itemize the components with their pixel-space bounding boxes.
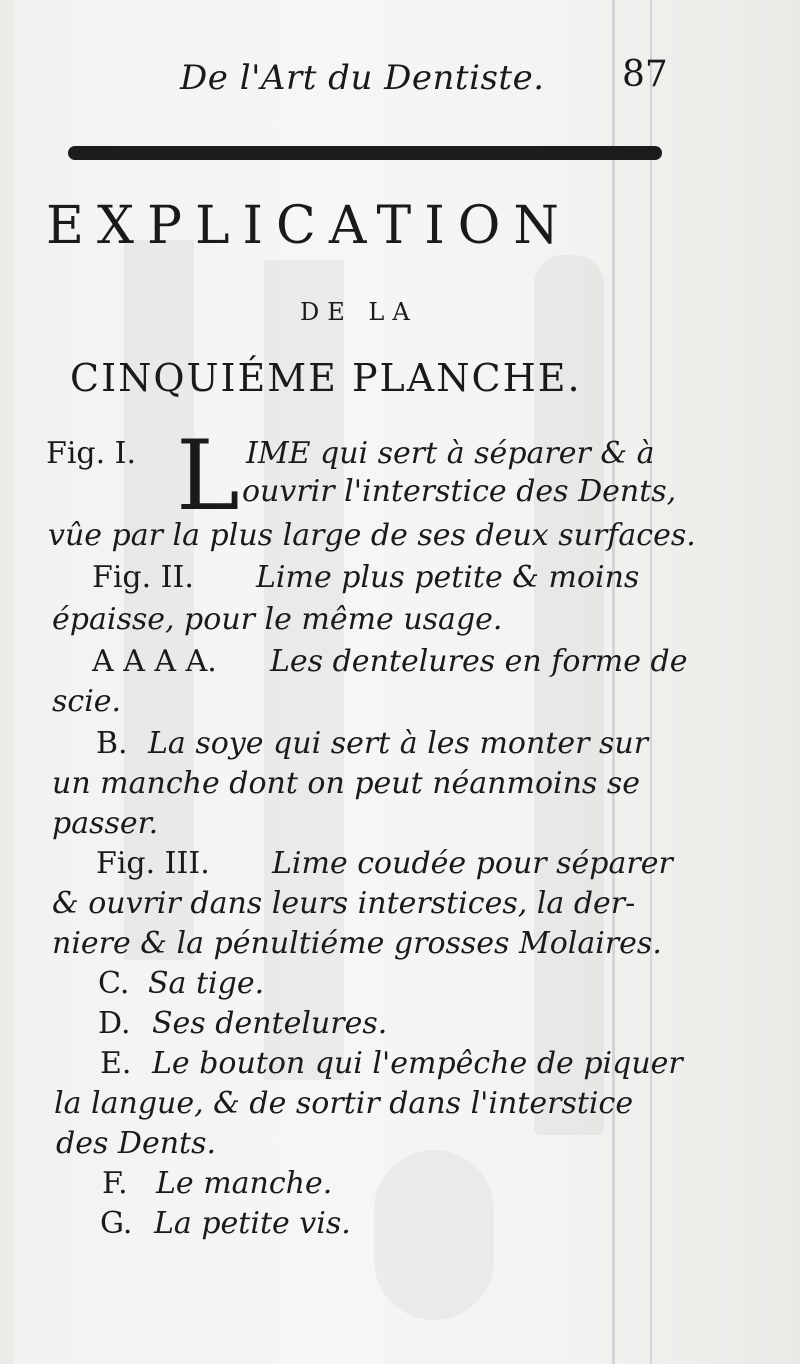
running-header	[180, 54, 680, 108]
fig2-label: Fig. II.	[92, 560, 194, 595]
heading-sub: DE LA	[300, 298, 418, 326]
e-line1: Le bouton qui l'empêche de piquer	[152, 1046, 683, 1081]
fig3-line1: Lime coudée pour séparer	[272, 846, 673, 881]
aaaa-label: A A A A.	[92, 644, 217, 679]
fig1-line3: vûe par la plus large de ses deux surfaces.	[48, 518, 696, 553]
page-number: 87	[622, 54, 668, 95]
heading-rule	[68, 146, 662, 160]
d-label: D.	[98, 1006, 131, 1041]
fig1-label: Fig. I.	[46, 436, 137, 471]
fig2-line2: épaisse, pour le même usage.	[52, 602, 503, 637]
g-text: La petite vis.	[154, 1206, 351, 1241]
b-line1: La soye qui sert à les monter sur	[148, 726, 649, 761]
b-label: B.	[96, 726, 128, 761]
show-through-shadow	[374, 1150, 494, 1320]
c-label: C.	[98, 966, 130, 1001]
fig1-line1: IME qui sert à séparer & à	[246, 436, 655, 471]
heading-plate: CINQUIÉME PLANCHE.	[70, 356, 582, 400]
fig3-line3: niere & la pénultiéme grosses Molaires.	[52, 926, 662, 961]
g-label: G.	[100, 1206, 133, 1241]
heading-main: EXPLICATION	[46, 196, 572, 256]
fig1-line2: ouvrir l'interstice des Dents,	[242, 474, 677, 509]
d-text: Ses dentelures.	[152, 1006, 388, 1041]
c-text: Sa tige.	[148, 966, 265, 1001]
fig3-line2: & ouvrir dans leurs interstices, la der-	[52, 886, 636, 921]
e-line2: la langue, & de sortir dans l'interstice	[54, 1086, 634, 1121]
aaaa-line1: Les dentelures en forme de	[270, 644, 688, 679]
fig2-line1: Lime plus petite & moins	[256, 560, 640, 595]
e-label: E.	[100, 1046, 132, 1081]
running-title: De l'Art du Dentiste.	[180, 58, 545, 98]
b-line3: passer.	[52, 806, 159, 841]
f-label: F.	[102, 1166, 128, 1201]
e-line3: des Dents.	[56, 1126, 217, 1161]
fig3-label: Fig. III.	[96, 846, 210, 881]
drop-cap: L	[176, 420, 240, 532]
f-text: Le manche.	[156, 1166, 333, 1201]
b-line2: un manche dont on peut néanmoins se	[52, 766, 641, 801]
aaaa-line2: scie.	[52, 684, 122, 719]
